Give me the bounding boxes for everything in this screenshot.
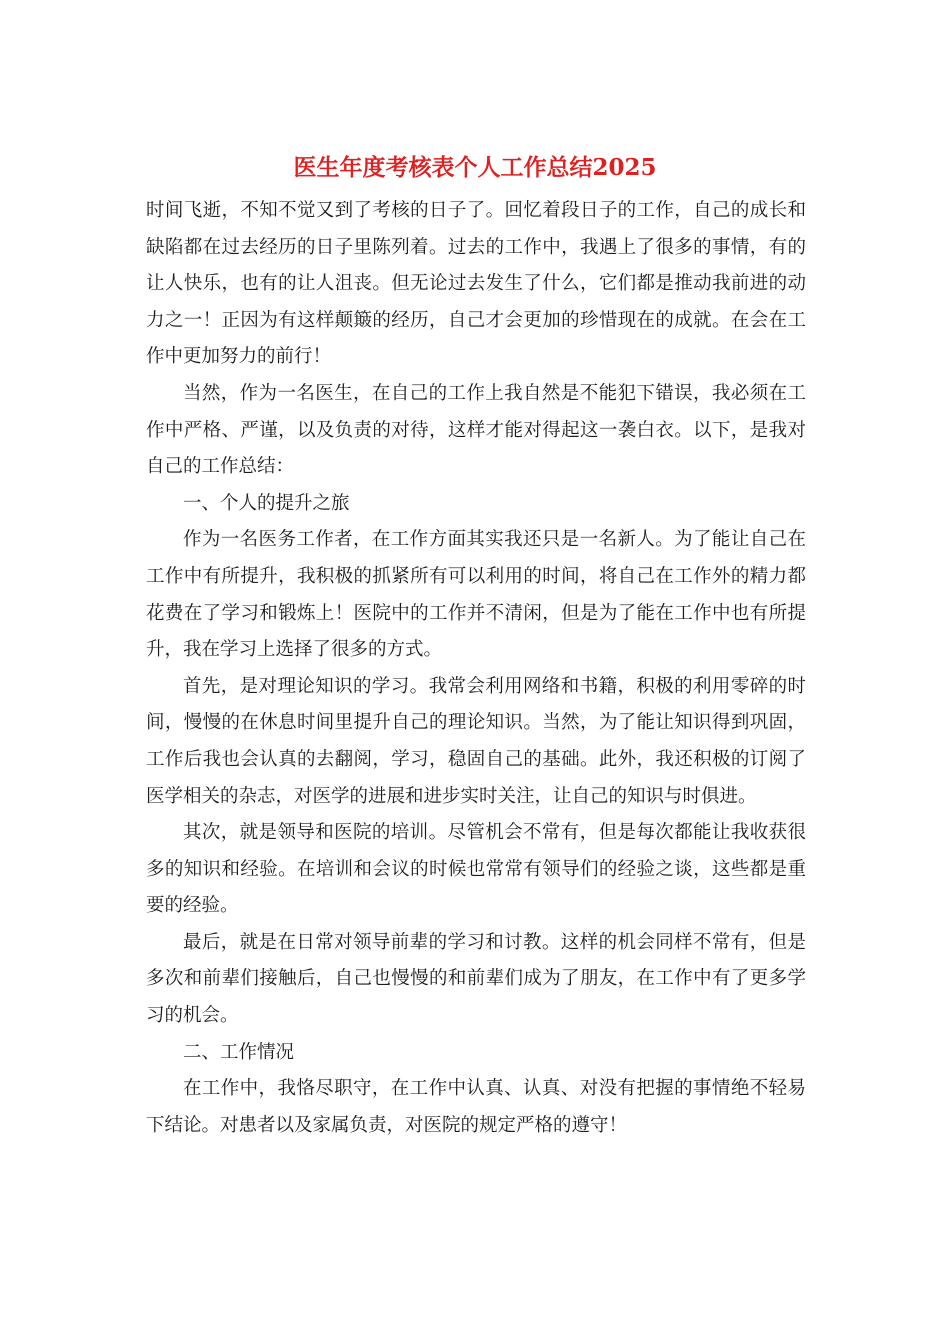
- paragraph-theory-study: 首先，是对理论知识的学习。我常会利用网络和书籍，积极的利用零碎的时间，慢慢的在休息时间里提升自己的理论知识。当然，为了能让知识得到巩固，工作后我也会认真的去翻阅，学习，稳固自己的基础。此外，我还积极的订阅了医学相关的杂志，对医学的进展和进步实时关注，让自己的知识与时俱进。: [146, 675, 806, 807]
- paragraph-intro: 时间飞逝，不知不觉又到了考核的日子了。回忆着段日子的工作，自己的成长和缺陷都在过去经历的日子里陈列着。过去的工作中，我遇上了很多的事情，有的让人快乐，也有的让人沮丧。但无论过去发生了什么，它们都是推动我前进的动力之一！正因为有这样颠簸的经历，自己才会更加的珍惜现在的成就。在会在工作中更加努力的前行！: [146, 200, 806, 368]
- document-body: [146, 193, 806, 1144]
- paragraph-mentors: 最后，就是在日常对领导前辈的学习和讨教。这样的机会同样不常有，但是多次和前辈们接触后，自己也慢慢的和前辈们成为了朋友，在工作中有了更多学习的机会。: [146, 931, 806, 1027]
- paragraph-growth-overview: 作为一名医务工作者，在工作方面其实我还只是一名新人。为了能让自己在工作中有所提升，我积极的抓紧所有可以利用的时间，将自己在工作外的精力都花费在了学习和锻炼上！医院中的工作并不清闲，但是为了能在工作中也有所提升，我在学习上选择了很多的方式。: [146, 529, 806, 661]
- section-heading-personal-growth: 一、个人的提升之旅: [183, 492, 350, 514]
- section-heading-work-status: 二、工作情况: [183, 1041, 295, 1063]
- paragraph-preface: 当然，作为一名医生，在自己的工作上我自然是不能犯下错误，我必须在工作中严格、严谨，以及负责的对待，这样才能对得起这一袭白衣。以下，是我对自己的工作总结：: [146, 382, 806, 478]
- paragraph-work-status: 在工作中，我恪尽职守，在工作中认真、认真、对没有把握的事情绝不轻易下结论。对患者以及家属负责，对医院的规定严格的遵守！: [146, 1078, 806, 1136]
- paragraph-training: 其次，就是领导和医院的培训。尽管机会不常有，但是每次都能让我收获很多的知识和经验。在培训和会议的时候也常常有领导们的经验之谈，这些都是重要的经验。: [146, 822, 806, 917]
- document-title: 医生年度考核表个人工作总结2025: [293, 154, 657, 181]
